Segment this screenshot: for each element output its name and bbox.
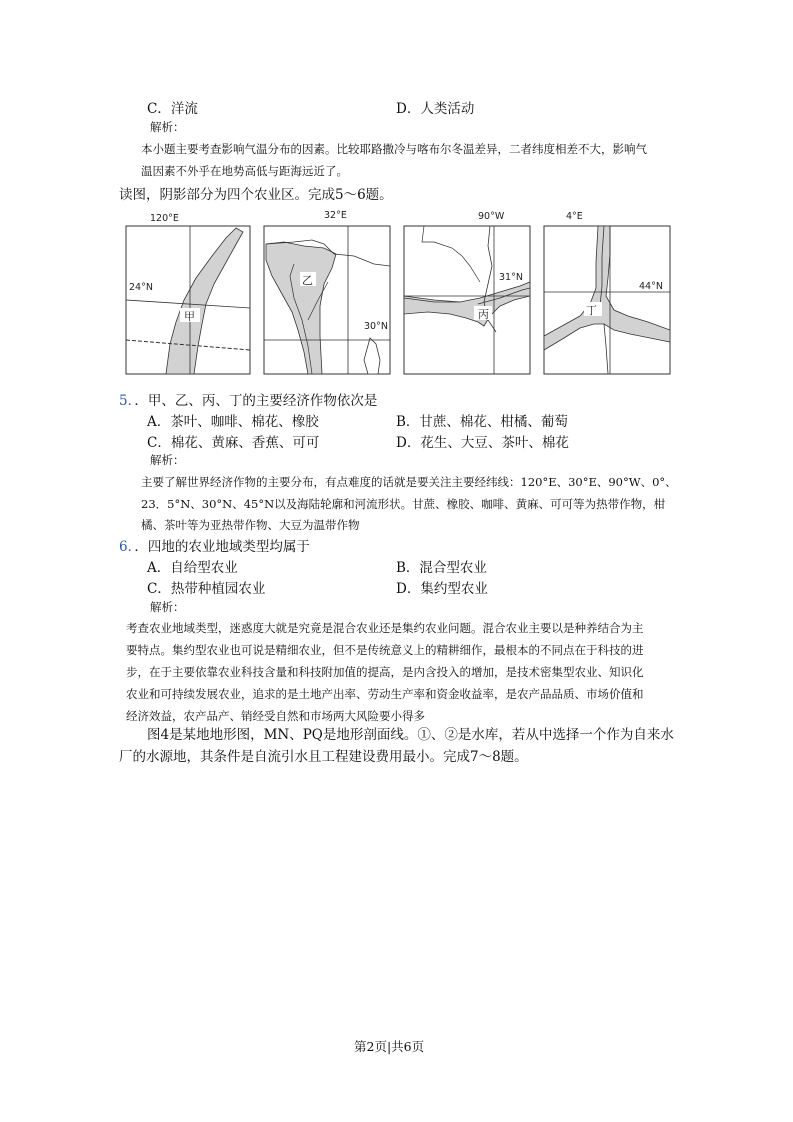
analysis-text: 橘、茶叶等为亚热带作物、大豆为温带作物 [141,518,360,532]
next-intro: 厂的水源地，其条件是自流引水且工程建设费用最小。完成7～8题。 [119,749,528,765]
analysis-label: 解析： [150,120,185,134]
option-d: D．花生、大豆、茶叶、棉花 [396,435,569,451]
agriculture-maps-figure [126,206,671,376]
region-name-ding: 丁 [586,304,597,317]
analysis-text: 要特点。集约型农业也可说是精细农业，但不是传统意义上的精耕细作，最根本的不同点在于科技的进 [126,643,644,657]
lat-label: 31°N [499,272,523,283]
lon-label: 120°E [150,213,179,224]
option-d: D．集约型农业 [396,581,488,597]
analysis-text: 考查农业地域类型，迷惑度大就是究竟是混合农业还是集约农业问题。混合农业主要以是种养结合为主 [126,621,644,635]
analysis-text: 本小题主要考查影响气温分布的因素。比较耶路撒冷与喀布尔冬温差异，二者纬度相差不大，影响气 [141,142,647,156]
analysis-label: 解析： [150,453,185,467]
region-name-yi: 乙 [302,274,313,287]
lon-label: 90°W [478,211,505,222]
option-b: B．混合型农业 [396,560,487,576]
option-c: C．洋流 [147,101,198,117]
question-stem: ．甲、乙、丙、丁的主要经济作物依次是 [134,393,378,409]
analysis-text: 步，在于主要依靠农业科技含量和科技附加值的提高，是内含投入的增加，是技术密集型农业、知识化 [126,665,644,679]
option-c: C．热带种植园农业 [147,581,266,597]
question-6 [119,535,310,555]
analysis-text: 主要了解世界经济作物的主要分布，有点难度的话就是要关注主要经纬线：120°E、30°E、90°W、0°、 [141,475,677,489]
map-bing [404,226,530,374]
analysis-text: 温因素不外乎在地势高低与距海远近了。 [141,164,348,178]
analysis-text: 23．5°N、30°N、45°N以及海陆轮廓和河流形状。甘蔗、橡胶、咖啡、黄麻、可可等为热带作物，柑 [141,497,666,511]
question-stem: ．四地的农业地域类型均属于 [134,539,310,555]
lat-label: 30°N [364,321,388,332]
lon-label: 32°E [324,210,347,221]
map-yi [264,226,390,374]
option-c: C．棉花、黄麻、香蕉、可可 [147,435,320,451]
region-name-jia: 甲 [184,310,195,323]
analysis-text: 经济效益，农产品产、销经受自然和市场两大风险要小得多 [126,709,425,723]
analysis-text: 农业和可持续发展农业，追求的是土地产出率、劳动生产率和资金收益率，是农产品品质、市场价值和 [126,687,644,701]
lat-label: 44°N [639,281,663,292]
page-footer: 第2页|共6页 [354,1039,425,1054]
option-d: D．人类活动 [396,101,475,117]
map-jia [126,226,250,374]
section-intro: 读图，阴影部分为四个农业区。完成5～6题。 [119,187,393,203]
lon-label: 4°E [566,211,583,222]
analysis-label: 解析： [150,600,185,614]
option-b: B．甘蔗、棉花、柑橘、葡萄 [396,414,568,430]
next-intro: 图4是某地地形图，MN、PQ是地形剖面线。①、②是水库，若从中选择一个作为自来水 [147,727,674,743]
region-name-bing: 丙 [478,308,489,321]
option-a: A．茶叶、咖啡、棉花、橡胶 [147,414,319,430]
question-number: 6． [119,539,135,555]
question-5 [119,389,377,409]
question-number: 5． [119,393,135,409]
option-a: A．自给型农业 [147,560,238,576]
lat-label: 24°N [129,282,153,293]
map-ding [544,226,670,374]
